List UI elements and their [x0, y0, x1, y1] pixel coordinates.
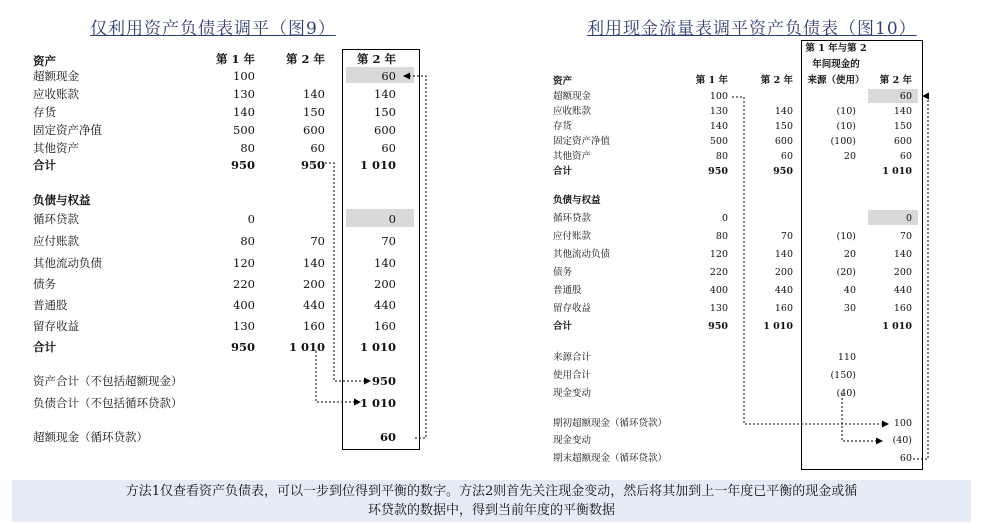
left-asset-y2b: 140 [374, 87, 396, 101]
left-asset-y2: 950 [300, 158, 325, 172]
left-asset-label: 合计 [33, 158, 56, 172]
left-asset-y1: 140 [233, 105, 255, 119]
right-liab-y2b: 160 [893, 303, 912, 314]
caption-line-2: 环贷款的数据中，得到当前年度的平衡数据 [367, 503, 615, 518]
right-liab-label: 循环贷款 [553, 213, 592, 224]
right-recon-label: 期末超额现金（循环贷款） [553, 453, 668, 464]
right-liab-y1: 120 [709, 249, 728, 260]
right-asset-y2b: 600 [893, 136, 912, 147]
right-liab-y1: 80 [715, 231, 728, 242]
left-note-assets-value: 950 [371, 374, 396, 388]
left-liab-y2b: 140 [374, 256, 396, 270]
right-cash-value: (150) [830, 370, 856, 381]
right-liab-src: 30 [843, 303, 856, 314]
left-liab-y1: 950 [230, 340, 255, 354]
right-asset-src: (100) [830, 136, 856, 147]
right-header-y2: 第 2 年 [760, 75, 793, 86]
left-liab-y2: 160 [303, 319, 325, 333]
right-cash-label: 来源合计 [553, 352, 592, 363]
right-asset-y1: 500 [709, 136, 728, 147]
right-cash-label: 现金变动 [553, 388, 592, 399]
right-liab-label: 其他流动负债 [553, 249, 611, 260]
left-liab-y2: 200 [303, 277, 325, 291]
left-asset-y2b: 600 [374, 123, 396, 137]
right-liab-y2b: 1 010 [882, 321, 912, 332]
left-asset-y1: 500 [233, 123, 255, 137]
right-liab-label: 债务 [553, 267, 573, 278]
left-liab-y1: 80 [240, 234, 255, 248]
right-liab-src: 20 [843, 249, 856, 260]
left-asset-y2b: 60 [381, 69, 396, 83]
left-asset-label: 超额现金 [33, 69, 79, 83]
left-liab-y2b: 200 [374, 277, 396, 291]
right-cash-value: (40) [836, 388, 856, 399]
right-liab-label: 普通股 [553, 285, 582, 296]
right-asset-src: (10) [836, 106, 856, 117]
right-asset-label: 合计 [553, 166, 573, 177]
right-liab-y2: 140 [774, 249, 793, 260]
right-liab-y2b: 0 [905, 213, 912, 224]
right-begin-cash-arrow [732, 97, 888, 424]
left-liab-y2: 140 [303, 256, 325, 270]
left-asset-label: 其他资产 [33, 141, 79, 155]
left-liab-header: 负债与权益 [33, 193, 91, 207]
right-cash-value: 110 [837, 352, 856, 363]
right-asset-y1: 100 [709, 91, 728, 102]
right-cash-label: 使用合计 [553, 370, 592, 381]
right-asset-y1: 950 [708, 166, 728, 177]
right-cash-change-arrow [842, 394, 882, 441]
right-liab-y2b: 70 [899, 231, 912, 242]
right-liab-y2b: 440 [893, 285, 912, 296]
left-liab-y2: 440 [303, 298, 325, 312]
right-liab-src: (20) [836, 267, 856, 278]
right-asset-y2b: 150 [893, 121, 912, 132]
left-liab-y2b: 70 [381, 234, 396, 248]
left-title: 仅利用资产负债表调平（图9） [90, 19, 336, 39]
right-liab-label: 留存收益 [553, 303, 592, 314]
left-header-y1: 第 1 年 [215, 52, 255, 66]
left-asset-y1: 100 [233, 69, 255, 83]
right-asset-y2b: 140 [893, 106, 912, 117]
right-asset-y2: 140 [774, 106, 793, 117]
left-liab-label: 应付账款 [33, 234, 79, 248]
right-asset-y2: 150 [774, 121, 793, 132]
left-note-assets: 资产合计（不包括超额现金） [33, 374, 183, 388]
caption-box [12, 480, 971, 522]
left-excess-cash-arrow [404, 76, 426, 438]
left-asset-y2: 60 [310, 141, 325, 155]
left-liab-label: 合计 [33, 340, 56, 354]
right-asset-y1: 140 [709, 121, 728, 132]
right-asset-y2b: 60 [899, 151, 912, 162]
right-liab-label: 合计 [553, 321, 573, 332]
right-asset-y1: 130 [709, 106, 728, 117]
right-liab-y1: 130 [709, 303, 728, 314]
right-liab-y1: 220 [709, 267, 728, 278]
right-liab-src: (10) [836, 231, 856, 242]
right-asset-y2b: 60 [899, 91, 912, 102]
left-liab-y2b: 160 [374, 319, 396, 333]
left-liab-label: 普通股 [33, 298, 68, 312]
right-asset-label: 应收账款 [553, 106, 592, 117]
left-note-liabs: 负债合计（不包括循环贷款） [33, 396, 183, 410]
left-asset-y1: 80 [240, 141, 255, 155]
left-note-excess: 超额现金（循环贷款） [33, 430, 148, 444]
left-asset-label: 应收账款 [33, 87, 79, 101]
right-asset-src: (10) [836, 121, 856, 132]
left-asset-y2b: 60 [381, 141, 396, 155]
left-liab-total-arrow [316, 351, 360, 402]
left-asset-label: 固定资产净值 [33, 123, 102, 137]
left-asset-total-arrow [325, 163, 370, 381]
right-asset-label: 超额现金 [553, 91, 592, 102]
right-header-y1: 第 1 年 [695, 75, 728, 86]
right-asset-label: 其他资产 [553, 151, 592, 162]
right-asset-y2: 60 [780, 151, 793, 162]
left-asset-y2b: 1 010 [359, 158, 396, 172]
left-header-item: 资产 [33, 54, 56, 68]
left-asset-y2: 600 [303, 123, 325, 137]
right-liab-y2: 160 [774, 303, 793, 314]
left-asset-y1: 950 [230, 158, 255, 172]
left-header-y2: 第 2 年 [285, 52, 325, 66]
right-header-src-2: 年间现金的 [812, 59, 860, 70]
left-liab-y1: 400 [233, 298, 255, 312]
right-asset-src: 20 [843, 151, 856, 162]
right-liab-y2: 70 [780, 231, 793, 242]
right-title: 利用现金流量表调平资产负债表（图10） [587, 19, 917, 39]
left-liab-y2: 1 010 [288, 340, 325, 354]
right-header-src-1: 第 1 年与第 2 [805, 43, 867, 54]
left-asset-y2: 140 [303, 87, 325, 101]
left-asset-y1: 130 [233, 87, 255, 101]
left-asset-label: 存货 [33, 105, 56, 119]
right-liab-header: 负债与权益 [553, 195, 601, 206]
right-liab-src: 40 [843, 285, 856, 296]
right-asset-y2b: 1 010 [882, 166, 912, 177]
left-liab-y2b: 1 010 [359, 340, 396, 354]
right-recon-label: 现金变动 [553, 435, 592, 446]
right-recon-value: (40) [892, 435, 912, 446]
right-liab-y2b: 140 [893, 249, 912, 260]
left-note-excess-value: 60 [379, 430, 396, 444]
left-liab-label: 留存收益 [33, 319, 79, 333]
right-liab-y1: 950 [708, 321, 728, 332]
right-asset-y1: 80 [715, 151, 728, 162]
right-liab-y1: 400 [709, 285, 728, 296]
left-liab-label: 其他流动负债 [33, 256, 102, 270]
right-asset-y2: 600 [774, 136, 793, 147]
right-liab-y1: 0 [721, 213, 728, 224]
left-liab-label: 债务 [33, 277, 56, 291]
right-asset-label: 固定资产净值 [553, 136, 611, 147]
right-liab-label: 应付账款 [553, 231, 592, 242]
right-liab-y2: 1 010 [763, 321, 793, 332]
left-liab-label: 循环贷款 [33, 212, 79, 226]
right-header-item: 资产 [553, 76, 573, 87]
right-ending-cash-arrow [913, 96, 928, 459]
left-header-y2b: 第 2 年 [356, 52, 396, 66]
right-recon-label: 期初超额现金（循环贷款） [553, 418, 668, 429]
left-asset-y2b: 150 [374, 105, 396, 119]
right-recon-value: 60 [899, 453, 912, 464]
right-header-src-3: 来源（使用） [807, 75, 865, 86]
right-liab-y2: 440 [774, 285, 793, 296]
left-liab-y2b: 0 [388, 212, 396, 226]
right-header-y2b: 第 2 年 [879, 75, 912, 86]
left-asset-y2: 150 [303, 105, 325, 119]
left-liab-y1: 130 [233, 319, 255, 333]
left-liab-y1: 220 [233, 277, 255, 291]
right-recon-value: 100 [893, 418, 912, 429]
right-liab-y2: 200 [774, 267, 793, 278]
right-asset-y2: 950 [773, 166, 793, 177]
right-asset-label: 存货 [553, 121, 573, 132]
caption-line-1: 方法1仅查看资产负债表，可以一步到位得到平衡的数字。方法2则首先关注现金变动，然后将其加到上一年度已平衡的现金或循 [125, 484, 858, 499]
left-note-liabs-value: 1 010 [359, 396, 396, 410]
left-liab-y1: 0 [247, 212, 255, 226]
left-liab-y2: 70 [310, 234, 325, 248]
left-liab-y1: 120 [233, 256, 255, 270]
left-liab-y2b: 440 [374, 298, 396, 312]
right-liab-y2b: 200 [893, 267, 912, 278]
